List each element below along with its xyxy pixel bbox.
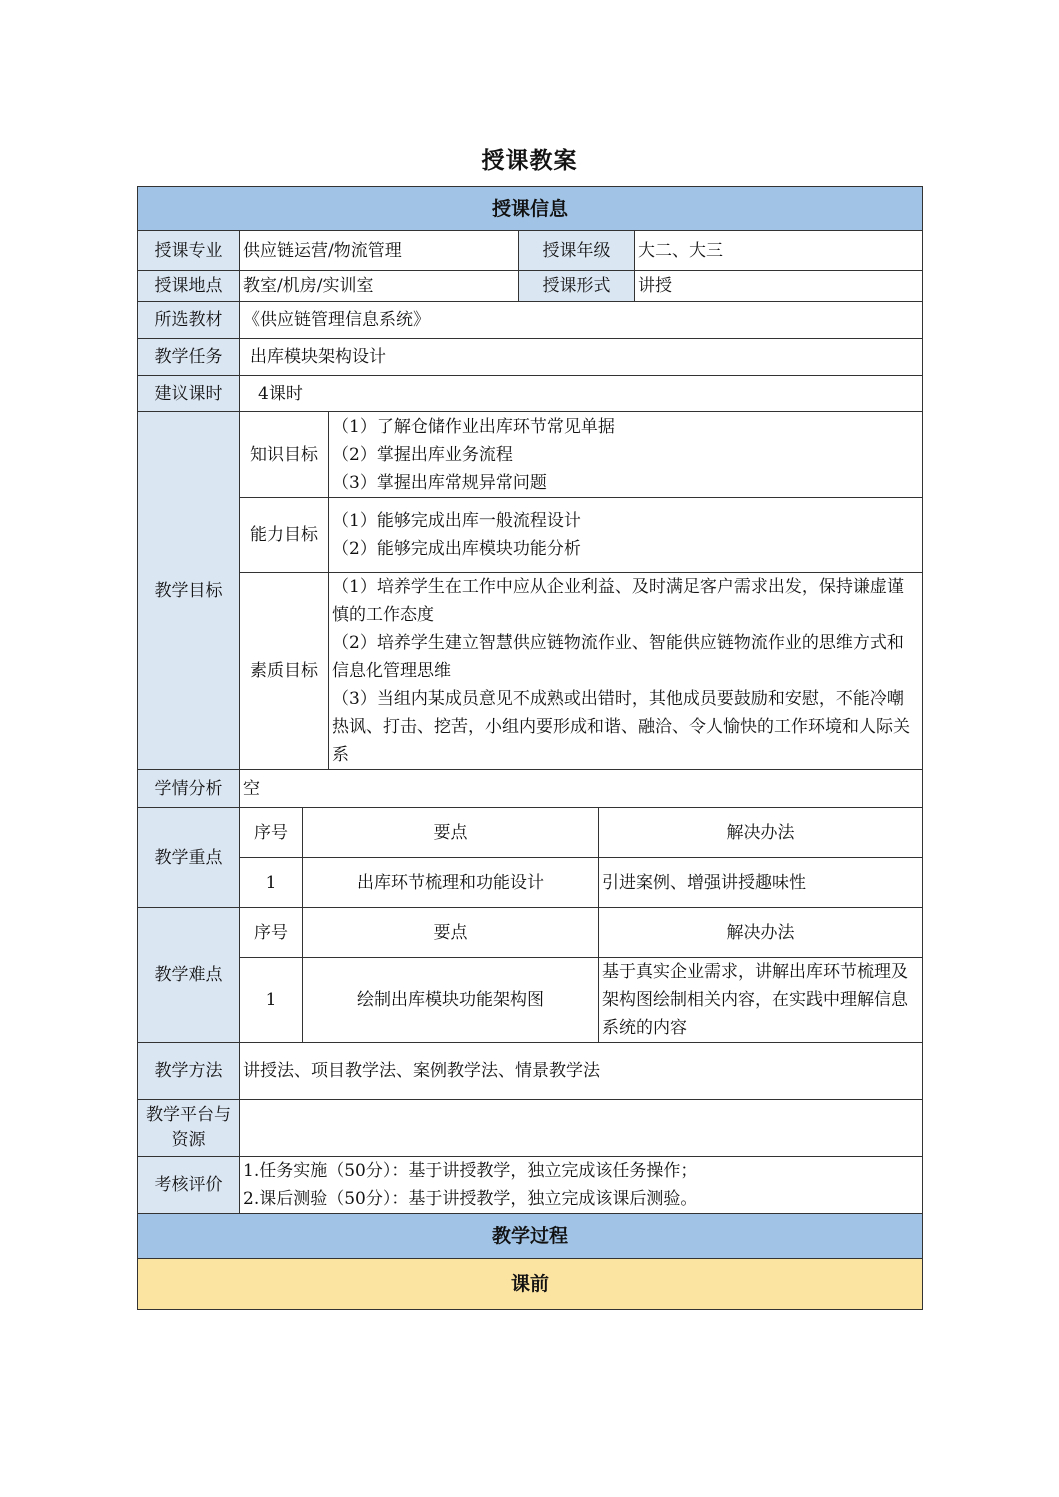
platform-value [240,1100,923,1157]
pre-class-header-row [138,1259,923,1310]
assessment-label: 考核评价 [138,1157,240,1214]
platform-label: 教学平台与资源 [138,1100,240,1157]
ability-objective-list [329,498,923,573]
difficulties-col-index: 序号 [240,908,303,958]
task-row [138,339,923,376]
hours-value: 4课时 [240,376,923,412]
format-label: 授课形式 [519,271,635,302]
ability-objective-label: 能力目标 [240,498,329,573]
quality-objective-label: 素质目标 [240,573,329,770]
location-value: 教室/机房/实训室 [240,271,519,302]
analysis-row [138,770,923,808]
grade-value: 大二、大三 [635,231,923,271]
ability-item: （1）能够完成出库一般流程设计 [332,511,581,531]
knowledge-objective-list [329,412,923,498]
objective-quality-row [138,573,923,770]
key-point-index: 1 [240,858,303,908]
difficulties-col-point: 要点 [303,908,599,958]
key-points-label: 教学重点 [138,808,240,908]
process-header: 教学过程 [138,1214,923,1259]
difficulties-label: 教学难点 [138,908,240,1043]
assessment-item: 1.任务实施（50分）：基于讲授教学，独立完成该任务操作； [243,1161,698,1181]
task-value: 出库模块架构设计 [240,339,923,376]
key-point-solution: 引进案例、增强讲授趣味性 [599,858,923,908]
knowledge-item: （1）了解仓储作业出库环节常见单据 [332,416,615,437]
assessment-list [240,1157,923,1214]
difficulty-solution: 基于真实企业需求，讲解出库环节梳理及架构图绘制相关内容，在实践中理解信息系统的内容 [599,958,923,1043]
location-format-row [138,271,923,302]
difficulties-row [138,958,923,1043]
major-label: 授课专业 [138,231,240,271]
analysis-label: 学情分析 [138,770,240,808]
info-header-row [138,187,923,231]
page-title: 授课教案 [481,147,578,174]
task-label: 教学任务 [138,339,240,376]
quality-objective-list [329,573,923,770]
textbook-value: 《供应链管理信息系统》 [240,302,923,339]
analysis-value: 空 [240,770,923,808]
objectives-label: 教学目标 [138,412,240,770]
objective-ability-row [138,498,923,573]
location-label: 授课地点 [138,271,240,302]
key-points-col-point: 要点 [303,808,599,858]
knowledge-item: （3）掌握出库常规异常问题 [332,472,547,493]
difficulty-index: 1 [240,958,303,1043]
textbook-label: 所选教材 [138,302,240,339]
major-grade-row [138,231,923,271]
quality-item: （3）当组内某成员意见不成熟或出错时，其他成员要鼓励和安慰，不能冷嘲热讽、打击、挖苦，小组内要形成和谐、融洽、令人愉快的工作环境和人际关系 [332,689,910,765]
difficulties-header-row [138,908,923,958]
methods-value: 讲授法、项目教学法、案例教学法、情景教学法 [240,1043,923,1100]
key-point-text: 出库环节梳理和功能设计 [303,858,599,908]
ability-item: （2）能够完成出库模块功能分析 [332,539,581,559]
info-header: 授课信息 [138,187,923,231]
platform-row [138,1100,923,1157]
key-points-col-index: 序号 [240,808,303,858]
grade-label: 授课年级 [519,231,635,271]
format-value: 讲授 [635,271,923,302]
hours-label: 建议课时 [138,376,240,412]
quality-item: （1）培养学生在工作中应从企业利益、及时满足客户需求出发，保持谦虚谨慎的工作态度 [332,577,904,625]
knowledge-objective-label: 知识目标 [240,412,329,498]
difficulty-text: 绘制出库模块功能架构图 [303,958,599,1043]
assessment-row [138,1157,923,1214]
objective-knowledge-row [138,412,923,498]
process-header-row [138,1214,923,1259]
major-value: 供应链运营/物流管理 [240,231,519,271]
methods-row [138,1043,923,1100]
key-points-row [138,858,923,908]
lesson-plan-table [137,186,923,1310]
hours-row [138,376,923,412]
textbook-row [138,302,923,339]
assessment-item: 2.课后测验（50分）：基于讲授教学，独立完成该课后测验。 [243,1189,698,1209]
pre-class-header: 课前 [138,1259,923,1310]
methods-label: 教学方法 [138,1043,240,1100]
knowledge-item: （2）掌握出库业务流程 [332,444,513,465]
key-points-col-solution: 解决办法 [599,808,923,858]
difficulties-col-solution: 解决办法 [599,908,923,958]
quality-item: （2）培养学生建立智慧供应链物流作业、智能供应链物流作业的思维方式和信息化管理思维 [332,633,904,681]
key-points-header-row [138,808,923,858]
